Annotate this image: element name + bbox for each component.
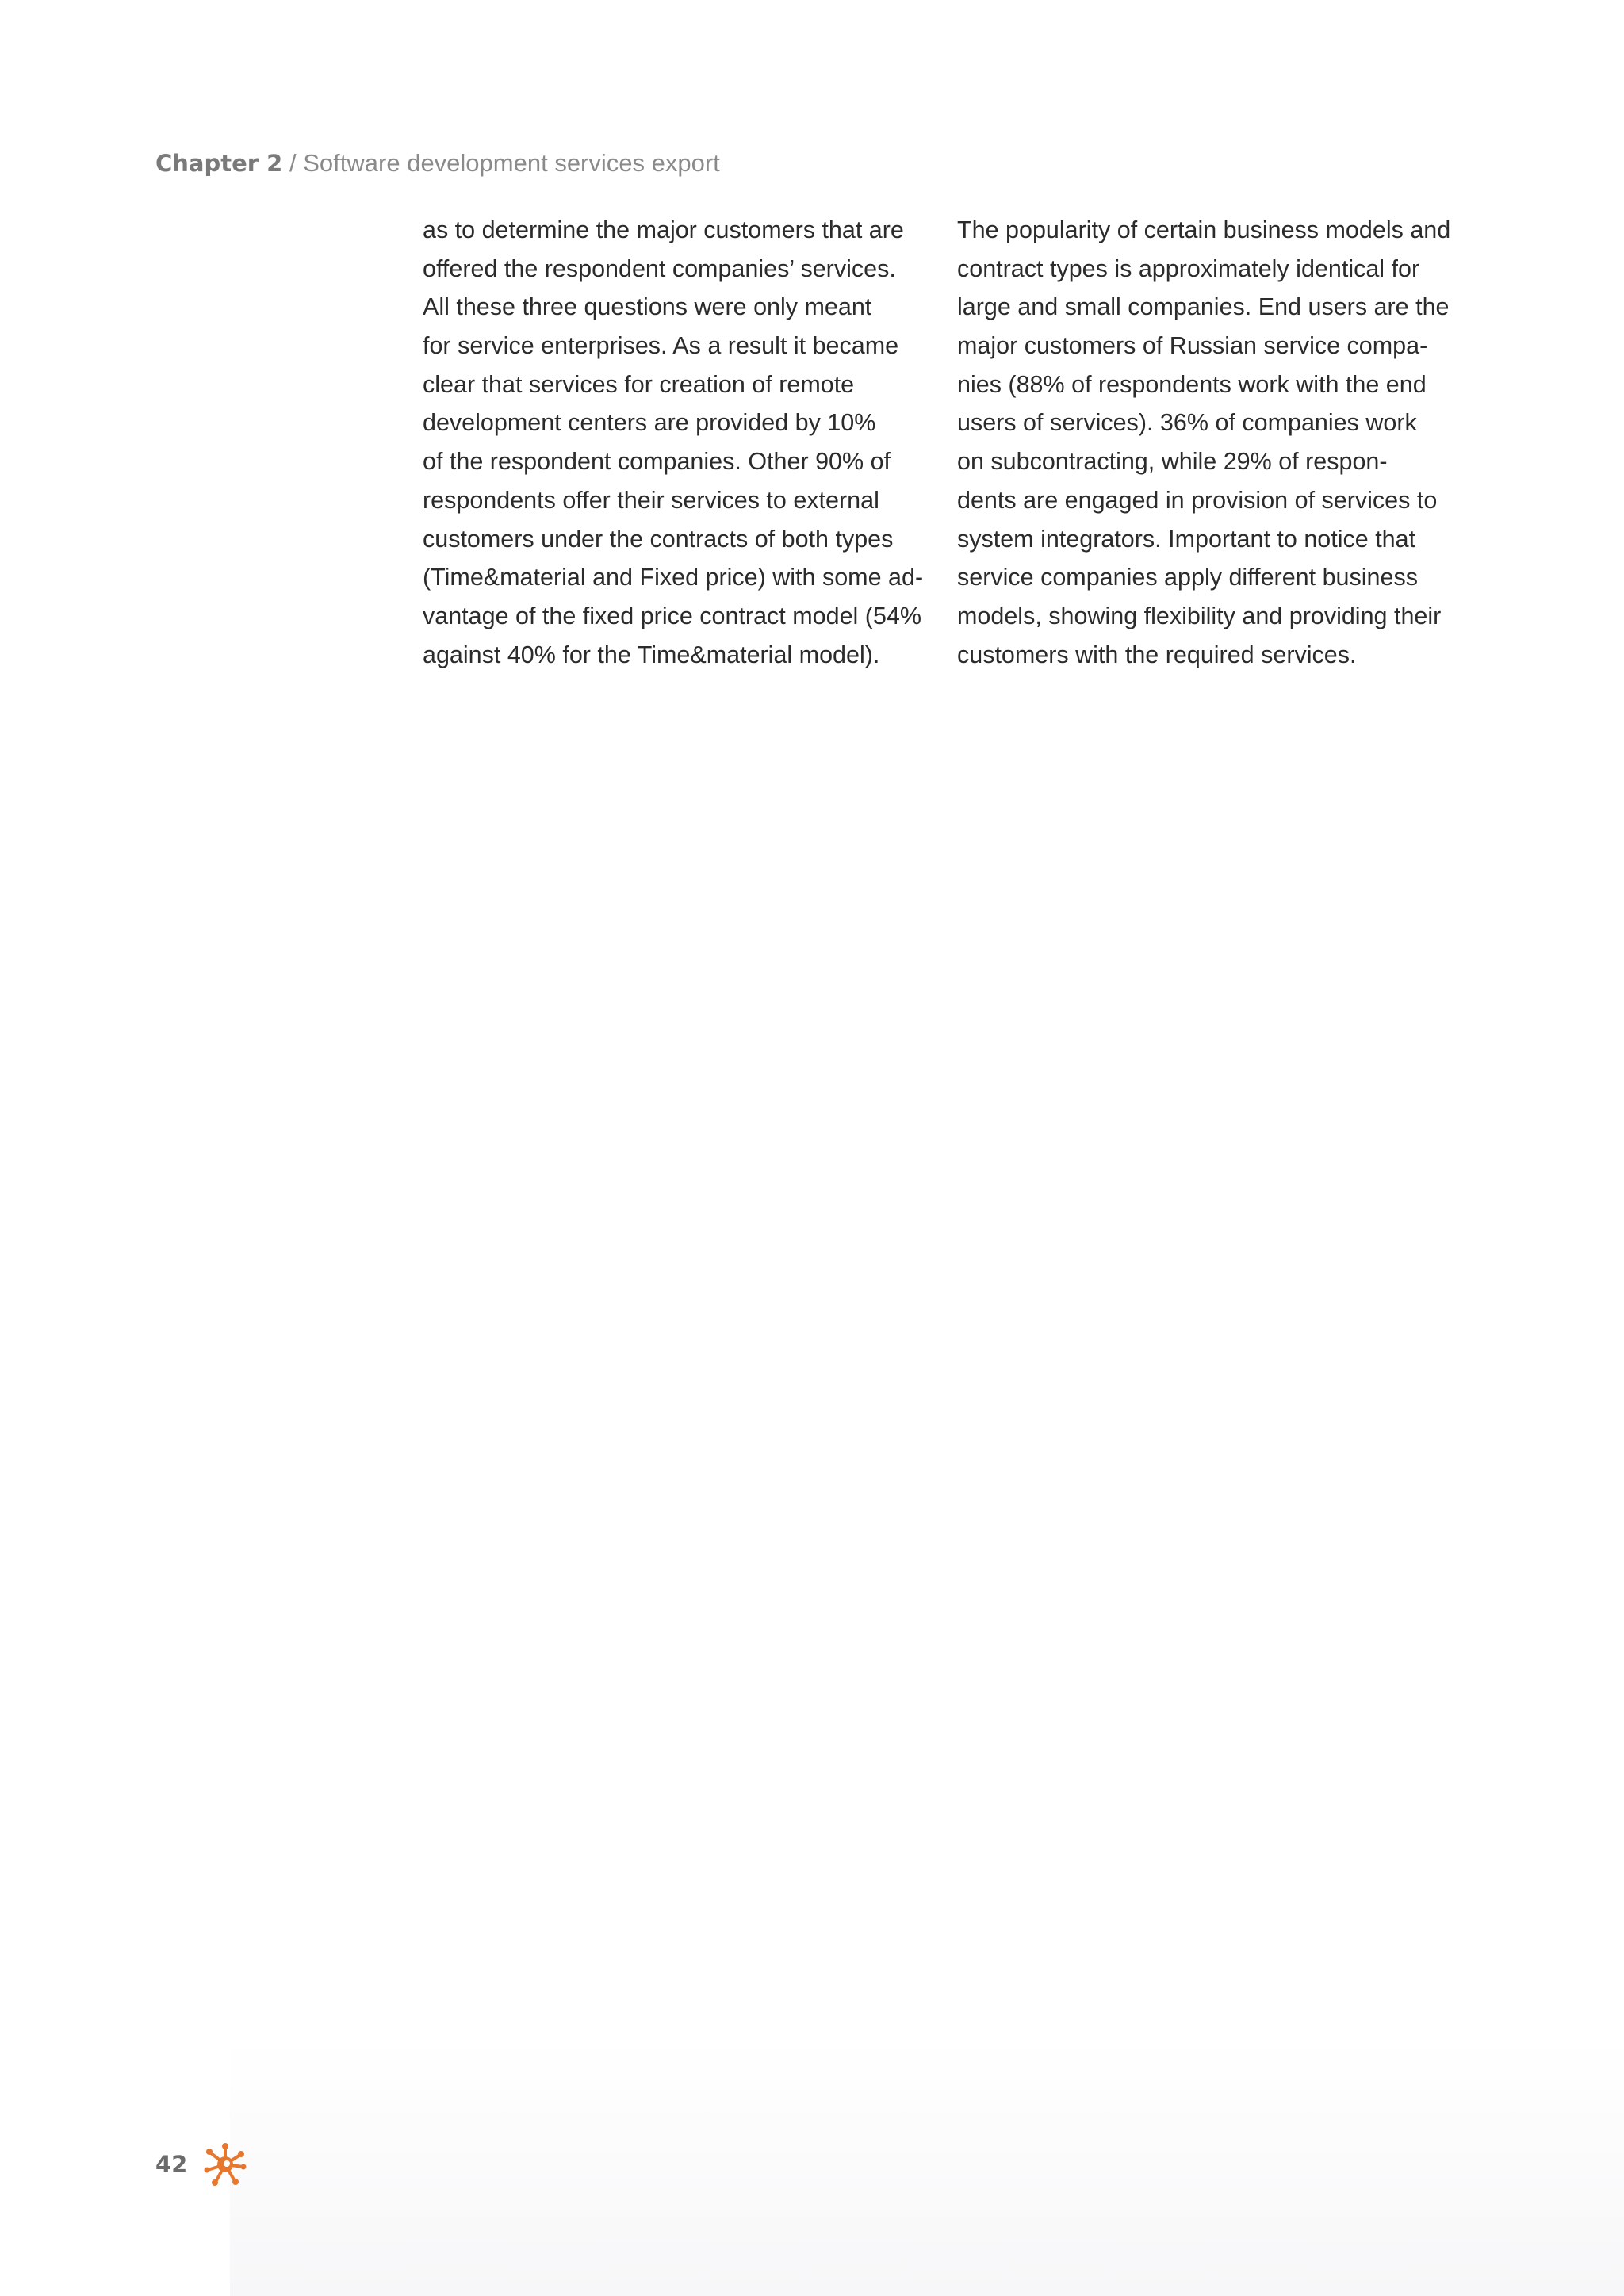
text-line: vantage of the fixed price contract model (54%: [423, 602, 921, 629]
page-number: 42: [155, 2151, 188, 2178]
text-line: The popularity of certain business models and: [957, 216, 1451, 243]
text-line: customers under the contracts of both types: [423, 525, 894, 553]
text-line: All these three questions were only meant: [423, 293, 872, 321]
text-column-right: [957, 211, 1450, 674]
text-line: nies (88% of respondents work with the end: [957, 370, 1427, 398]
text-line: (Time&material and Fixed price) with some ad-: [423, 564, 924, 591]
text-line: clear that services for creation of remote: [423, 370, 855, 398]
text-line: customers with the required services.: [957, 641, 1357, 668]
text-line: large and small companies. End users are the: [957, 293, 1450, 321]
running-header: [155, 147, 720, 179]
text-line: as to determine the major customers that are: [423, 216, 904, 243]
text-line: of the respondent companies. Other 90% of: [423, 448, 891, 476]
chapter-label: Chapter 2: [155, 150, 283, 177]
text-line: on subcontracting, while 29% of respon-: [957, 448, 1388, 476]
text-line: dents are engaged in provision of services to: [957, 486, 1438, 514]
text-line: system integrators. Important to notice that: [957, 525, 1416, 553]
text-line: against 40% for the Time&material model).: [423, 641, 880, 668]
text-line: for service enterprises. As a result it became: [423, 332, 899, 360]
orange-splat-icon: [203, 2142, 247, 2187]
text-line: development centers are provided by 10%: [423, 409, 876, 437]
text-line: contract types is approximately identical for: [957, 254, 1420, 282]
text-column-left: [423, 211, 923, 674]
text-line: offered the respondent companies’ services.: [423, 254, 896, 282]
text-line: service companies apply different business: [957, 564, 1418, 591]
text-line: respondents offer their services to external: [423, 486, 879, 514]
page-shade: [230, 2038, 1624, 2296]
text-line: users of services). 36% of companies work: [957, 409, 1417, 437]
text-line: major customers of Russian service compa-: [957, 332, 1428, 360]
text-line: models, showing flexibility and providing their: [957, 602, 1442, 629]
section-title: Software development services export: [303, 149, 720, 177]
header-separator: /: [289, 149, 297, 177]
page-footer: [155, 2142, 247, 2187]
